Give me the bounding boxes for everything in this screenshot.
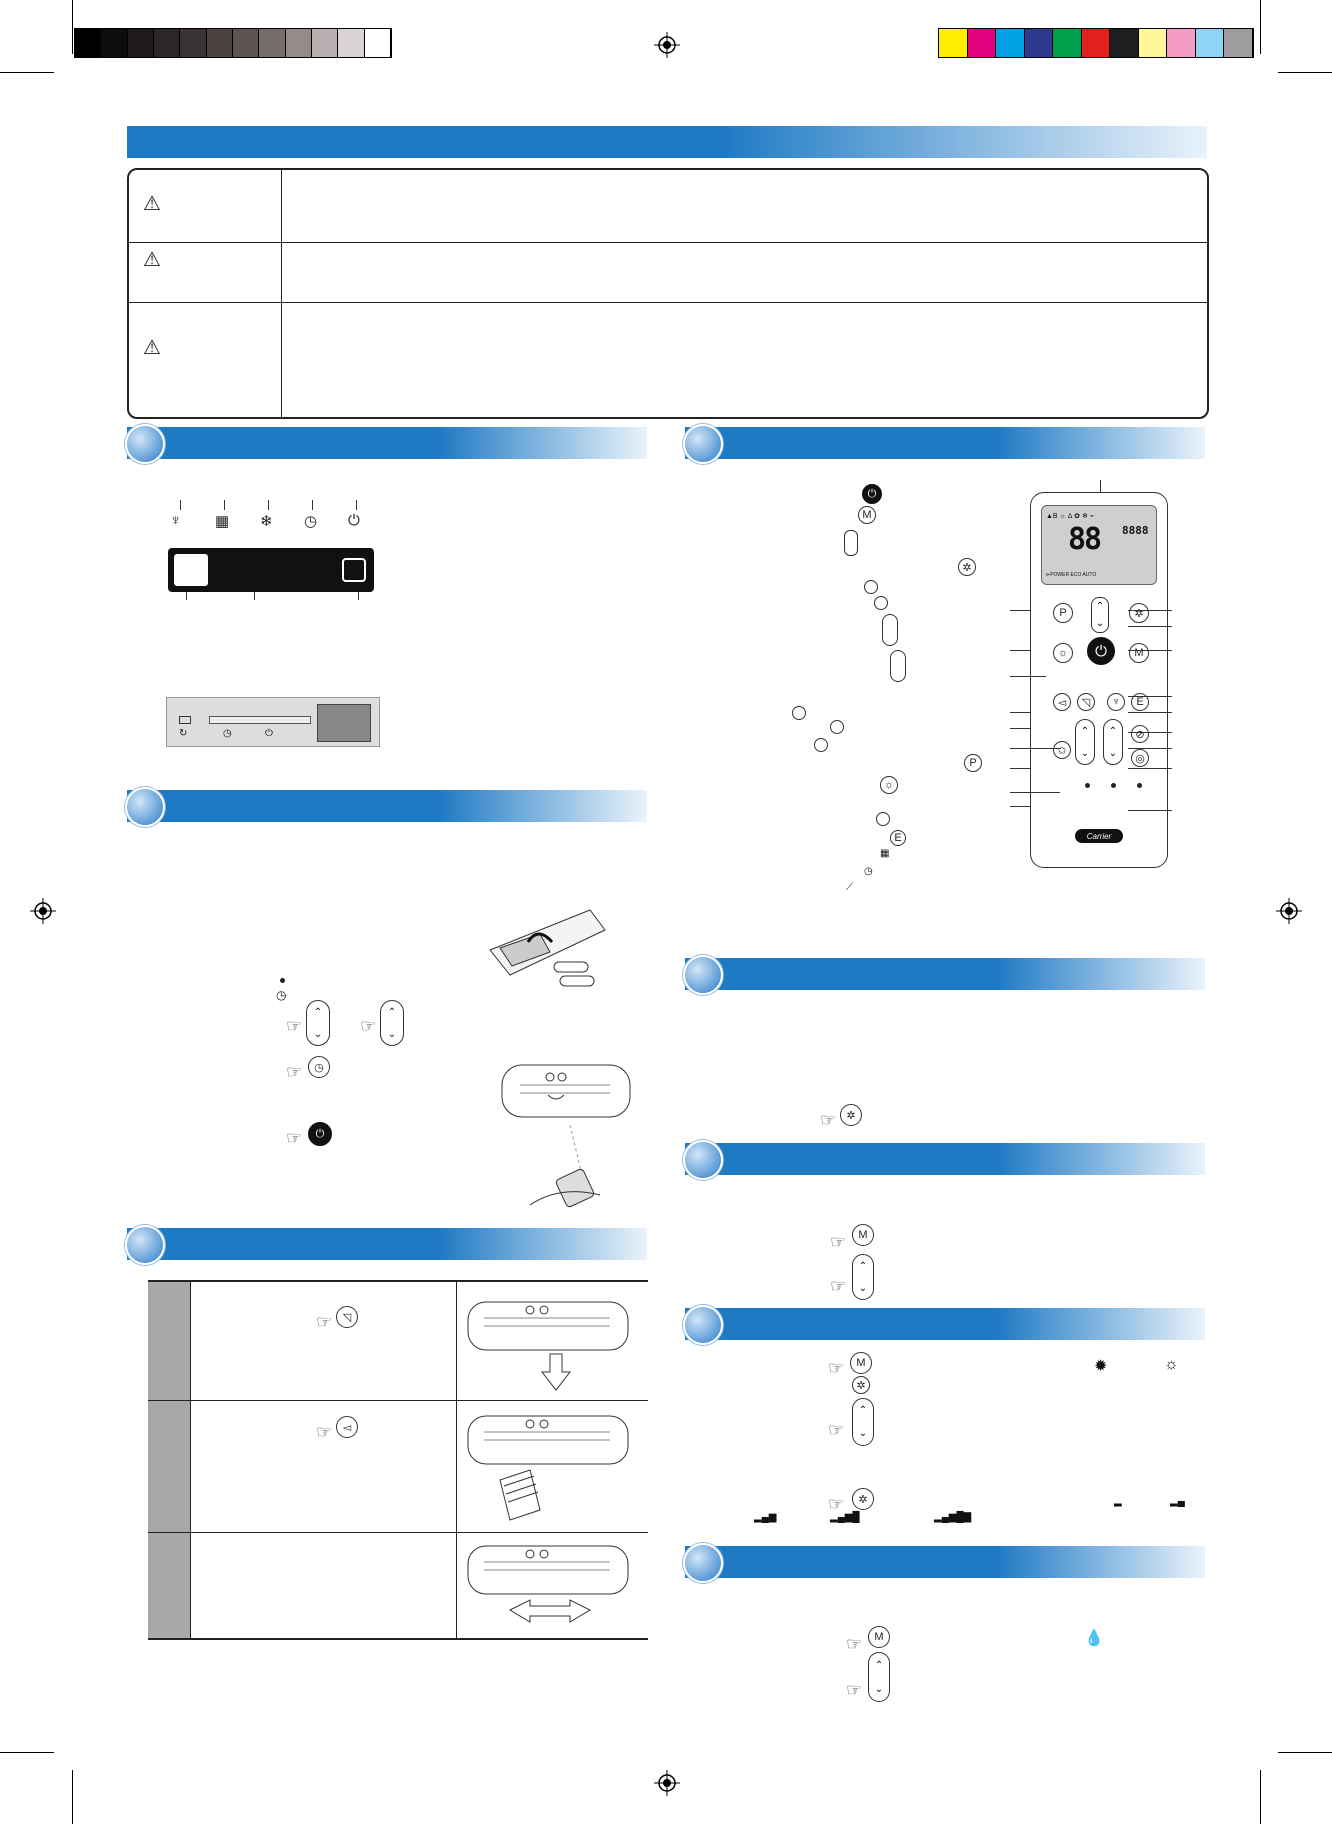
auto-fan-button[interactable]: ✲ <box>840 1104 862 1126</box>
section-bar-heat <box>685 1308 1205 1340</box>
gray-swatch <box>154 29 180 57</box>
indoor-display-icons <box>168 500 378 540</box>
gray-swatch <box>128 29 154 57</box>
up-down-button[interactable]: ⌃ ⌄ <box>306 1000 330 1046</box>
section-number-dot <box>125 787 165 827</box>
pointing-hand-icon: ☞ <box>828 1420 845 1440</box>
fan-speed-step-5: ▂▄▆█▇ <box>934 1512 972 1523</box>
remote-turbo-button[interactable]: ♆ <box>1107 693 1125 711</box>
gray-swatch <box>259 29 285 57</box>
remote-filter-button[interactable]: ⊘ <box>1131 725 1149 743</box>
swing-button[interactable]: ◅ <box>336 1416 358 1438</box>
fan-speed-indicators <box>750 1496 1194 1526</box>
cool-mode-button[interactable]: M <box>852 1224 874 1246</box>
callout-line <box>186 592 187 600</box>
crop-mark <box>72 1770 73 1824</box>
section-bar-display <box>127 427 647 459</box>
mode-button-icon: M <box>858 506 876 524</box>
remote-p-button[interactable]: P <box>1053 603 1073 623</box>
pointing-hand-icon: ☞ <box>286 1062 303 1082</box>
warning-triangle-icon: ⚠ <box>143 337 161 359</box>
remote-power-button[interactable]: ⏻ <box>1087 637 1115 665</box>
callout-line <box>358 592 359 600</box>
direction-button-icon <box>874 596 888 610</box>
water-drop-icon: 💧 <box>1084 1630 1104 1647</box>
lcd-big-digits: 88 <box>1068 522 1101 557</box>
dot-indicator <box>280 978 285 983</box>
color-swatch <box>1196 29 1225 57</box>
lcd-strip: ⊳POWER ECO AUTO <box>1046 572 1097 578</box>
pointing-hand-icon: ☞ <box>846 1680 863 1700</box>
remote-e-button[interactable]: E <box>1131 693 1149 711</box>
power-icon: ⏻ <box>265 728 273 739</box>
timer-icon: ◷ <box>223 728 232 739</box>
registration-mark-right <box>1276 898 1302 924</box>
crop-mark <box>1278 72 1332 73</box>
fan-icon: ✲ <box>852 1376 870 1394</box>
crop-mark <box>1278 1752 1332 1753</box>
section-number-dot <box>683 1543 723 1583</box>
grayscale-colorbar <box>74 28 392 58</box>
defrost-icon: ❄ <box>260 513 273 530</box>
registration-mark-bottom <box>654 1770 680 1796</box>
remote-sleep-button[interactable]: ✩ <box>1053 741 1071 759</box>
gray-swatch <box>286 29 312 57</box>
section-number-dot <box>125 424 165 464</box>
light-button-icon: ☼ <box>880 776 898 794</box>
user-with-unit-illustration <box>490 1055 640 1215</box>
pointing-hand-icon: ☞ <box>830 1232 847 1252</box>
crop-mark <box>0 72 54 73</box>
timer-icon: ◷ <box>304 513 318 530</box>
remote-swing-button[interactable]: ◅ <box>1053 693 1071 711</box>
section-number-dot <box>683 424 723 464</box>
timer-icon: ◷ <box>864 866 873 877</box>
e-button-icon: E <box>890 830 906 846</box>
warning-triangle-icon: ⚠ <box>143 249 161 271</box>
clock-icon: ◷ <box>276 988 287 1002</box>
power-button-icon: ⏻ <box>862 484 882 504</box>
heat-sun-icon: ✹ <box>1094 1358 1108 1375</box>
water-drop-icon: ♆ <box>170 512 182 529</box>
fan-speed-step-4: ▂▄▆█ <box>830 1512 860 1523</box>
dry-mode-button[interactable]: M <box>868 1626 890 1648</box>
up-down-button-icon <box>890 650 906 682</box>
section-bar-auto <box>685 958 1205 990</box>
color-swatch <box>1025 29 1054 57</box>
battery-illustration <box>480 890 610 1000</box>
temp-button-icon <box>844 530 858 556</box>
timer-button[interactable]: ◷ <box>308 1056 330 1078</box>
remote-mode-button[interactable]: M <box>1129 643 1149 663</box>
section-bar-cool <box>685 1143 1205 1175</box>
crop-mark <box>72 0 73 54</box>
color-swatch <box>1053 29 1082 57</box>
dry-temp-button[interactable]: ⌃ ⌄ <box>868 1652 890 1702</box>
fan-speed-step-2: ▂▄ <box>1170 1496 1185 1507</box>
gray-swatch <box>101 29 127 57</box>
filter-icon: ▦ <box>880 848 890 859</box>
indoor-display-panel <box>168 548 374 592</box>
color-swatch <box>1224 29 1253 57</box>
warning-triangle-icon: ⚠ <box>143 193 161 215</box>
remote-button-legend <box>780 480 980 900</box>
reset-icon: ⟋ <box>846 882 853 893</box>
up-down-button[interactable]: ⌃ ⌄ <box>380 1000 404 1046</box>
fan-speed-button[interactable]: ✲ <box>852 1488 874 1510</box>
color-swatch <box>996 29 1025 57</box>
sleep-button-icon <box>792 706 806 720</box>
airflow-table <box>148 1280 648 1640</box>
swing-button-icon <box>864 580 878 594</box>
remote-temp-button[interactable]: ⌃ ⌄ <box>1091 597 1109 633</box>
pointing-hand-icon: ☞ <box>316 1312 333 1332</box>
heat-mode-button[interactable]: M <box>850 1352 872 1374</box>
remote-light-button[interactable]: ☼ <box>1053 643 1073 663</box>
warnings-column-divider <box>281 170 282 417</box>
light-sun-icon: ☼ <box>1164 1356 1179 1373</box>
section-number-dot <box>683 1305 723 1345</box>
fan-speed-step-1: ▂ <box>1114 1496 1122 1507</box>
clean-button-icon <box>830 720 844 734</box>
remote-up-down-right[interactable]: ⌃ ⌄ <box>1103 719 1123 765</box>
section-number-dot <box>125 1225 165 1265</box>
remote-callout-lines <box>1010 480 1190 820</box>
pointing-hand-icon: ☞ <box>828 1358 845 1378</box>
fan-speed-step-3: ▂▄▆ <box>754 1512 777 1523</box>
remote-direction-button[interactable]: ◹ <box>1077 693 1095 711</box>
section-number-dot <box>683 1140 723 1180</box>
gray-swatch <box>233 29 259 57</box>
color-swatch <box>968 29 997 57</box>
pointing-hand-icon: ☞ <box>286 1016 303 1036</box>
crop-mark <box>1260 1770 1261 1824</box>
indoor-display-panel-alt <box>166 697 380 747</box>
power-icon: ⏻ <box>348 512 360 529</box>
lcd-small-digits: 8888 <box>1122 524 1149 537</box>
warnings-row-divider <box>129 302 1207 303</box>
remote-clean-button[interactable]: ◎ <box>1131 749 1149 767</box>
color-colorbar <box>938 28 1254 58</box>
remote-up-down-left[interactable]: ⌃ ⌄ <box>1075 719 1095 765</box>
color-swatch <box>1139 29 1168 57</box>
pointing-hand-icon: ☞ <box>846 1634 863 1654</box>
callout-line <box>254 592 255 600</box>
pointing-hand-icon: ☞ <box>316 1422 333 1442</box>
pointing-hand-icon: ☞ <box>820 1110 837 1130</box>
gray-swatch <box>207 29 233 57</box>
filter-button-icon <box>814 738 828 752</box>
remote-brand-logo: Carrier <box>1075 829 1123 843</box>
warnings-box <box>127 168 1209 419</box>
color-swatch <box>1167 29 1196 57</box>
section-bar-remote <box>685 427 1205 459</box>
section-bar-airflow <box>127 1228 647 1260</box>
section-bar-dry <box>685 1546 1205 1578</box>
gray-swatch <box>338 29 364 57</box>
pointing-hand-icon: ☞ <box>830 1276 847 1296</box>
pointing-hand-icon: ☞ <box>360 1016 377 1036</box>
pointing-hand-icon: ☞ <box>286 1128 303 1148</box>
registration-mark-top <box>654 32 680 58</box>
crop-mark <box>1260 0 1261 54</box>
up-down-button-icon <box>882 614 898 646</box>
fan-direction-button[interactable]: ◹ <box>336 1306 358 1328</box>
color-swatch <box>1110 29 1139 57</box>
heat-temp-button[interactable]: ⌃ ⌄ <box>852 1398 874 1446</box>
power-button[interactable]: ⏻ <box>308 1122 332 1146</box>
gray-swatch <box>312 29 338 57</box>
color-swatch <box>1082 29 1111 57</box>
cool-temp-button[interactable]: ⌃ ⌄ <box>852 1254 874 1300</box>
remote-lcd: ▲B ☼ ∆ ✿ ❄ ⌁ 88 8888 ⊳POWER ECO AUTO <box>1041 505 1157 585</box>
filter-icon: ▦ <box>215 513 230 530</box>
gray-swatch <box>365 29 391 57</box>
gray-swatch <box>75 29 101 57</box>
crop-mark <box>0 1752 54 1753</box>
section-number-dot <box>683 955 723 995</box>
turbo-button-icon <box>876 812 890 826</box>
gray-swatch <box>180 29 206 57</box>
swing-icon: ↻ <box>179 728 188 739</box>
warnings-row-divider <box>129 242 1207 243</box>
page-header-bar <box>127 126 1207 158</box>
registration-mark-left <box>30 898 56 924</box>
remote-fan-button[interactable]: ✲ <box>1129 603 1149 623</box>
section-bar-batteries <box>127 790 647 822</box>
pointing-hand-icon: ☞ <box>828 1494 845 1514</box>
fan-button-icon: ✲ <box>958 558 976 576</box>
color-swatch <box>939 29 968 57</box>
p-button-icon: P <box>964 754 982 772</box>
